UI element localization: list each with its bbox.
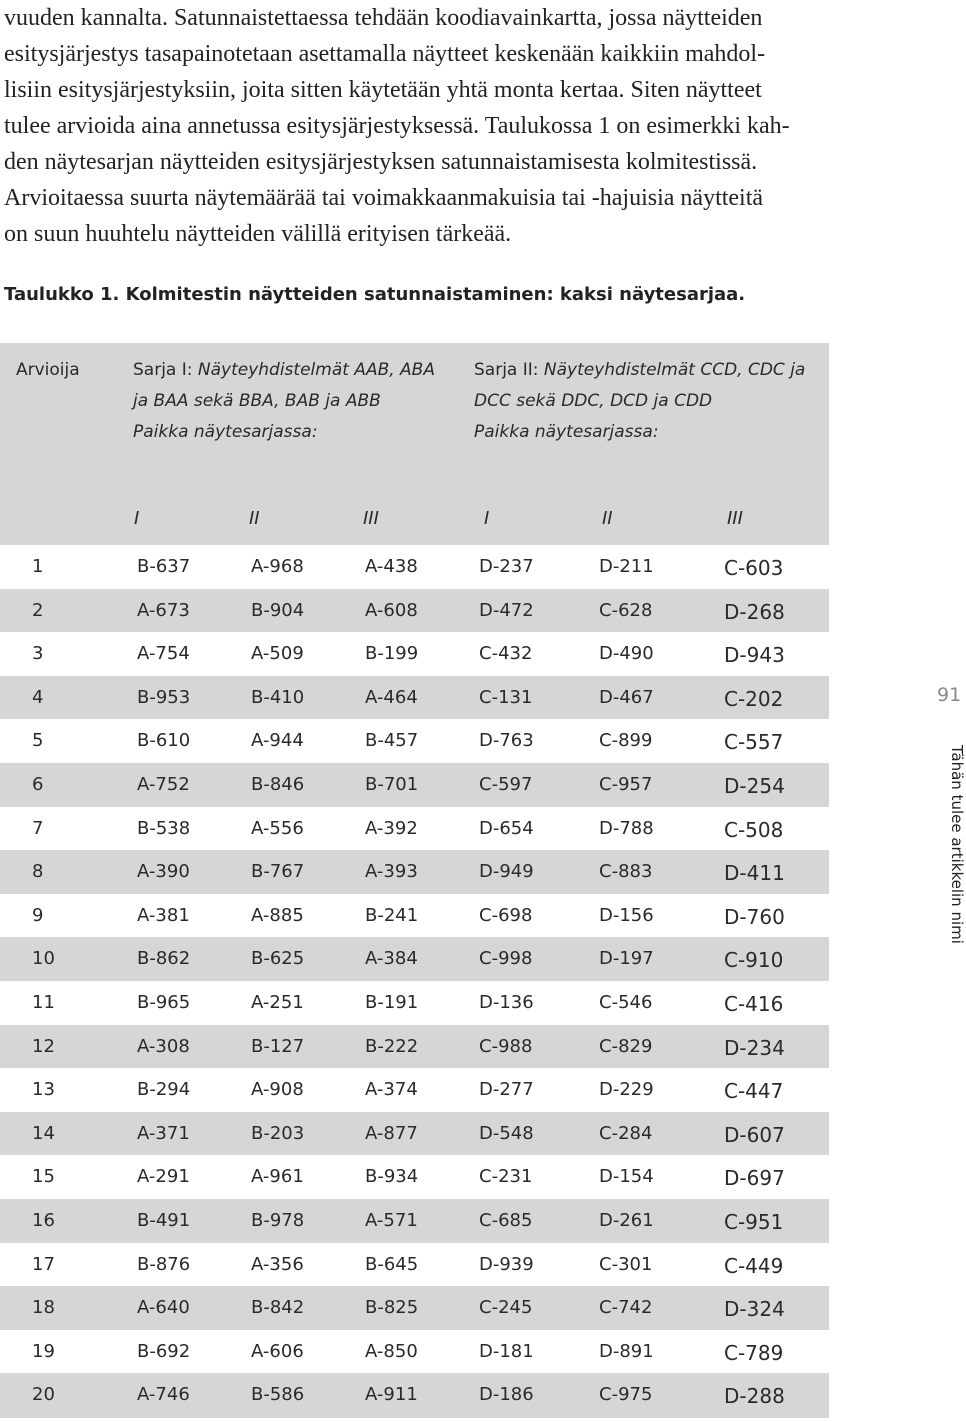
sample-code-cell: A-356 [251, 1253, 304, 1275]
sample-code-cell: D-548 [479, 1122, 534, 1144]
sample-code-cell: A-393 [365, 861, 418, 883]
paragraph-line: vuuden kannalta. Satunnaistettaessa tehdään koodiavainkartta, jossa näytteiden [4, 5, 763, 31]
table-row [0, 545, 829, 589]
sample-code-cell: A-877 [365, 1122, 418, 1144]
position-header: II [602, 508, 613, 529]
sample-code-cell: B-701 [365, 774, 419, 795]
sample-code-cell: D-181 [479, 1340, 534, 1362]
paragraph-line: on suun huuhtelu näytteiden välillä erityisen tärkeää. [4, 221, 512, 247]
position-header: I [134, 508, 140, 529]
sample-code-cell: A-746 [137, 1384, 190, 1406]
evaluator-number: 19 [32, 1340, 55, 1362]
table-row [0, 894, 829, 938]
evaluator-number: 16 [32, 1210, 55, 1231]
sample-code-cell: A-640 [137, 1297, 190, 1319]
sample-code-cell: C-546 [599, 992, 653, 1013]
sample-code-cell: A-464 [365, 686, 418, 708]
series-2-line3: Paikka näytesarjassa: [474, 422, 659, 442]
sample-code-cell: B-491 [137, 1210, 191, 1231]
sample-code-cell: B-127 [251, 1035, 305, 1057]
evaluator-number: 11 [32, 992, 55, 1013]
table-row [0, 807, 829, 851]
sample-code-cell: B-625 [251, 948, 305, 970]
sample-code-cell: A-968 [251, 556, 304, 577]
sample-code-cell: D-268 [724, 599, 785, 624]
evaluator-number: 7 [32, 817, 44, 839]
paragraph-line: esitysjärjestys tasapainotetaan asettamalla näytteet keskenään kaikkiin mahdol- [4, 41, 766, 67]
series-2-line1: Näyteyhdistelmät CCD, CDC ja [543, 360, 806, 380]
sample-code-cell: B-767 [251, 861, 305, 883]
table-row [0, 719, 829, 763]
sample-code-cell: B-199 [365, 643, 419, 665]
sample-code-cell: A-944 [251, 730, 304, 752]
sample-code-cell: C-557 [724, 730, 784, 755]
table-caption: Taulukko 1. Kolmitestin näytteiden satunnaistaminen: kaksi näytesarjaa. [4, 284, 746, 305]
evaluator-number: 3 [32, 643, 44, 665]
sample-code-cell: A-384 [365, 948, 418, 970]
table-row [0, 1330, 829, 1374]
table-row [0, 1068, 829, 1112]
sample-code-cell: B-294 [137, 1079, 191, 1101]
table-row [0, 1112, 829, 1156]
table-row [0, 1286, 829, 1330]
sample-code-cell: D-697 [724, 1166, 785, 1191]
series-1-line1: Näyteyhdistelmät AAB, ABA [197, 360, 435, 380]
sample-code-cell: B-191 [365, 992, 419, 1013]
sample-code-cell: B-410 [251, 686, 305, 708]
sample-code-cell: D-234 [724, 1035, 785, 1060]
sample-code-cell: B-846 [251, 774, 305, 795]
sample-code-cell: C-447 [724, 1079, 784, 1104]
sample-code-cell: D-324 [724, 1297, 785, 1322]
paragraph-line: den näytesarjan näytteiden esitysjärjestyksen satunnaistamisesta kolmitestissä. [4, 149, 758, 175]
sample-code-cell: B-953 [137, 686, 191, 708]
sample-code-cell: B-586 [251, 1384, 305, 1406]
sample-code-cell: B-203 [251, 1122, 305, 1144]
sample-code-cell: C-432 [479, 643, 533, 665]
paragraph-line: Arvioitaessa suurta näytemäärää tai voimakkaanmakuisia tai -hajuisia näytteitä [4, 185, 764, 211]
sample-code-cell: A-754 [137, 643, 190, 665]
sample-code-cell: A-911 [365, 1384, 418, 1406]
series-1-prefix: Sarja I: [133, 360, 198, 380]
sample-code-cell: B-692 [137, 1340, 191, 1362]
evaluator-number: 9 [32, 904, 44, 926]
evaluator-number: 10 [32, 948, 55, 970]
sample-code-cell: C-975 [599, 1384, 653, 1406]
table-row [0, 1373, 829, 1417]
sample-code-cell: B-876 [137, 1253, 191, 1275]
evaluator-number: 18 [32, 1297, 55, 1319]
sample-code-cell: D-237 [479, 556, 534, 577]
evaluator-number: 2 [32, 599, 44, 621]
sample-code-cell: A-392 [365, 817, 418, 839]
sample-code-cell: A-908 [251, 1079, 304, 1101]
sample-code-cell: C-628 [599, 599, 653, 621]
evaluator-number: 13 [32, 1079, 55, 1101]
sample-code-cell: C-899 [599, 730, 653, 752]
position-header: III [363, 508, 379, 529]
sample-code-cell: B-637 [137, 556, 191, 577]
table-row [0, 937, 829, 981]
sample-code-cell: B-842 [251, 1297, 305, 1319]
table-row [0, 589, 829, 633]
sample-code-cell: D-939 [479, 1253, 534, 1275]
sample-code-cell: D-472 [479, 599, 534, 621]
position-header: I [484, 508, 490, 529]
sample-code-cell: D-943 [724, 643, 785, 668]
sample-code-cell: B-904 [251, 599, 305, 621]
sample-code-cell: C-988 [479, 1035, 533, 1057]
evaluator-number: 4 [32, 686, 44, 708]
sample-code-cell: D-254 [724, 774, 785, 798]
sample-code-cell: A-291 [137, 1166, 190, 1188]
sample-code-cell: A-371 [137, 1122, 190, 1144]
sample-code-cell: A-885 [251, 904, 304, 926]
sample-code-cell: D-261 [599, 1210, 654, 1231]
table-row [0, 981, 829, 1025]
sample-code-cell: D-211 [599, 556, 654, 577]
table-row [0, 1025, 829, 1069]
sample-code-cell: D-186 [479, 1384, 534, 1406]
sample-code-cell: A-390 [137, 861, 190, 883]
sample-code-cell: A-509 [251, 643, 304, 665]
sample-code-cell: C-416 [724, 992, 784, 1016]
sample-code-cell: A-606 [251, 1340, 304, 1362]
randomization-table [0, 343, 829, 1418]
sample-code-cell: C-685 [479, 1210, 533, 1231]
sample-code-cell: D-760 [724, 904, 785, 929]
sample-code-cell: D-197 [599, 948, 654, 970]
evaluator-number: 20 [32, 1384, 55, 1406]
sample-code-cell: C-301 [599, 1253, 653, 1275]
sample-code-cell: D-763 [479, 730, 534, 752]
paragraph-line: lisiin esitysjärjestyksiin, joita sitten käytetään yhtä monta kertaa. Siten näytteet [4, 77, 762, 103]
sample-code-cell: A-381 [137, 904, 190, 926]
table-row [0, 850, 829, 894]
sample-code-cell: B-862 [137, 948, 191, 970]
sample-code-cell: C-998 [479, 948, 533, 970]
sample-code-cell: A-556 [251, 817, 304, 839]
series-1-line3: Paikka näytesarjassa: [133, 422, 318, 442]
evaluator-number: 17 [32, 1253, 55, 1275]
sample-code-cell: D-411 [724, 861, 785, 886]
sample-code-cell: D-607 [724, 1122, 785, 1147]
sample-code-cell: C-957 [599, 774, 653, 795]
sample-code-cell: C-597 [479, 774, 533, 795]
sample-code-cell: C-910 [724, 948, 784, 973]
sample-code-cell: A-308 [137, 1035, 190, 1057]
running-title: Tähän tulee artikkelin nimi [948, 745, 966, 944]
sample-code-cell: D-654 [479, 817, 534, 839]
sample-code-cell: B-978 [251, 1210, 305, 1231]
sample-code-cell: A-374 [365, 1079, 418, 1101]
evaluator-number: 12 [32, 1035, 55, 1057]
series-2-prefix: Sarja II: [474, 360, 544, 380]
header-series-1 [133, 355, 435, 448]
evaluator-number: 6 [32, 774, 44, 795]
sample-code-cell: C-245 [479, 1297, 533, 1319]
sample-code-cell: A-571 [365, 1210, 418, 1231]
body-paragraph [4, 0, 856, 252]
sample-code-cell: D-136 [479, 992, 534, 1013]
sample-code-cell: D-788 [599, 817, 654, 839]
sample-code-cell: C-202 [724, 686, 784, 711]
evaluator-number: 1 [32, 556, 44, 577]
sample-code-cell: B-825 [365, 1297, 419, 1319]
sample-code-cell: C-603 [724, 556, 784, 580]
sample-code-cell: C-698 [479, 904, 533, 926]
sample-code-cell: C-284 [599, 1122, 653, 1144]
sample-code-cell: A-608 [365, 599, 418, 621]
sample-code-cell: A-438 [365, 556, 418, 577]
sample-code-cell: B-645 [365, 1253, 419, 1275]
sample-code-cell: D-891 [599, 1340, 654, 1362]
header-evaluator: Arvioija [16, 360, 80, 380]
paragraph-line: tulee arvioida aina annetussa esitysjärjestyksessä. Taulukossa 1 on esimerkki kah- [4, 113, 790, 139]
sample-code-cell: B-222 [365, 1035, 419, 1057]
sample-code-cell: B-610 [137, 730, 191, 752]
sample-code-cell: C-231 [479, 1166, 533, 1188]
position-header: II [249, 508, 260, 529]
sample-code-cell: C-789 [724, 1340, 784, 1365]
sample-code-cell: C-449 [724, 1253, 784, 1278]
position-header: III [727, 508, 743, 529]
table-row [0, 1243, 829, 1287]
sample-code-cell: D-467 [599, 686, 654, 708]
sample-code-cell: D-154 [599, 1166, 654, 1188]
table-row [0, 676, 829, 720]
sample-code-cell: D-277 [479, 1079, 534, 1101]
evaluator-number: 5 [32, 730, 44, 752]
sample-code-cell: A-752 [137, 774, 190, 795]
table-row [0, 1199, 829, 1243]
sample-code-cell: C-829 [599, 1035, 653, 1057]
series-1-line2: ja BAA sekä BBA, BAB ja ABB [133, 391, 381, 411]
sample-code-cell: C-131 [479, 686, 533, 708]
sample-code-cell: A-673 [137, 599, 190, 621]
sample-code-cell: C-508 [724, 817, 784, 842]
series-2-line2: DCC sekä DDC, DCD ja CDD [474, 391, 713, 411]
evaluator-number: 15 [32, 1166, 55, 1188]
sample-code-cell: A-850 [365, 1340, 418, 1362]
sample-code-cell: D-949 [479, 861, 534, 883]
evaluator-number: 8 [32, 861, 44, 883]
table-row [0, 632, 829, 676]
header-series-2 [474, 355, 805, 448]
sample-code-cell: D-156 [599, 904, 654, 926]
sample-code-cell: B-934 [365, 1166, 419, 1188]
sample-code-cell: D-490 [599, 643, 654, 665]
evaluator-number: 14 [32, 1122, 55, 1144]
sample-code-cell: B-965 [137, 992, 191, 1013]
sample-code-cell: A-251 [251, 992, 304, 1013]
sample-code-cell: C-742 [599, 1297, 653, 1319]
sample-code-cell: C-883 [599, 861, 653, 883]
sample-code-cell: B-457 [365, 730, 419, 752]
sample-code-cell: D-288 [724, 1384, 785, 1409]
sample-code-cell: D-229 [599, 1079, 654, 1101]
sample-code-cell: A-961 [251, 1166, 304, 1188]
table-row [0, 1155, 829, 1199]
page-number: 91 [937, 684, 962, 706]
sample-code-cell: B-538 [137, 817, 191, 839]
sample-code-cell: C-951 [724, 1210, 784, 1234]
sample-code-cell: B-241 [365, 904, 419, 926]
table-row [0, 763, 829, 807]
